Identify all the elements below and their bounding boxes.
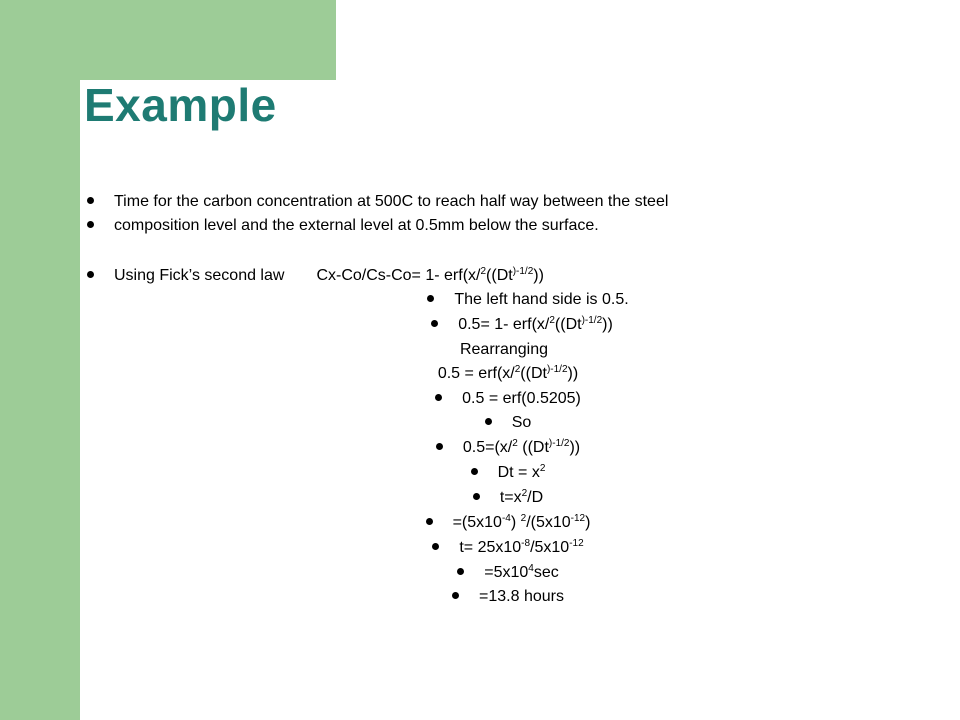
equation-text: /D — [527, 489, 544, 506]
equation-text: =5x10 — [484, 564, 529, 581]
superscript: 2 — [539, 463, 546, 474]
equation-text: /(5x10 — [526, 514, 571, 531]
bullet-line-16 — [28, 585, 960, 609]
bullet-dot — [435, 394, 442, 401]
bullet-line-9 — [28, 411, 960, 435]
equation-text: ((Dt — [486, 267, 513, 284]
bullet-dot — [87, 221, 94, 228]
slide-title: Example — [84, 79, 277, 131]
superscript: )-1/2 — [512, 266, 534, 277]
equation-text: Cx-Co/Cs-Co= 1- erf(x/ — [316, 267, 481, 284]
equation-text: sec — [533, 564, 559, 581]
equation-text: )) — [569, 439, 581, 456]
superscript: 2 — [521, 488, 528, 499]
bullet-line-15 — [28, 561, 960, 585]
bullet-line-8 — [28, 387, 960, 411]
equation-text: ) — [510, 514, 521, 531]
superscript: 4 — [528, 563, 534, 574]
equation-text: t= 25x10 — [459, 539, 522, 556]
bullet-line-14 — [28, 536, 960, 560]
superscript: )-1/2 — [581, 315, 603, 326]
superscript: -12 — [569, 538, 584, 549]
equation-text: )) — [602, 316, 613, 333]
bullet-dot — [426, 518, 433, 525]
equation-text: t=x — [499, 489, 522, 506]
equation-text: =13.8 hours — [479, 588, 564, 605]
top-accent-bar — [80, 0, 336, 80]
bullet-line-12 — [28, 486, 960, 510]
bullet-dot — [471, 468, 478, 475]
superscript: 2 — [514, 364, 521, 375]
bullet-text: The left hand side is 0.5. — [454, 291, 629, 308]
text-line-7 — [28, 362, 960, 386]
superscript: )-1/2 — [546, 364, 568, 375]
bullet-dot — [431, 320, 438, 327]
bullet-dot — [485, 418, 492, 425]
plain-text: Rearranging — [459, 341, 549, 358]
bullet-text: Using Fick’s second law — [114, 267, 285, 284]
bullet-text: composition level and the external level at 0.5mm below the surface. — [114, 217, 599, 234]
equation-text: /5x10 — [530, 539, 570, 556]
equation-text: 0.5=(x/ — [462, 439, 513, 456]
equation-text: Dt = x — [497, 464, 540, 481]
equation-text: 0.5 = erf(x/ — [437, 365, 515, 382]
equation-text: ) — [585, 514, 591, 531]
superscript: )-1/2 — [548, 438, 570, 449]
text-line-6 — [24, 338, 960, 362]
equation-text: =(5x10 — [452, 514, 502, 531]
superscript: -4 — [501, 513, 511, 524]
superscript: 2 — [480, 266, 487, 277]
bullet-line-1 — [0, 190, 960, 214]
superscript: -8 — [521, 538, 531, 549]
bullet-line-3 — [0, 264, 960, 288]
bullet-line-11 — [28, 461, 960, 485]
bullet-line-2 — [0, 214, 960, 238]
equation-text: )) — [533, 267, 544, 284]
bullet-dot — [457, 568, 464, 575]
bullet-dot — [87, 197, 94, 204]
superscript: 2 — [549, 315, 555, 326]
bullet-line-13 — [28, 511, 960, 535]
bullet-dot — [452, 592, 459, 599]
bullet-text: So — [511, 414, 532, 431]
equation-text: ((Dt — [517, 439, 549, 456]
superscript: 2 — [520, 513, 527, 524]
equation-text: ((Dt — [554, 316, 582, 333]
bullet-line-10 — [28, 436, 960, 460]
superscript: 2 — [512, 438, 518, 449]
superscript: -12 — [570, 513, 586, 524]
bullet-line-4 — [48, 288, 960, 312]
bullet-dot — [427, 295, 434, 302]
bullet-dot — [473, 493, 480, 500]
bullet-text: Time for the carbon concentration at 500C to reach half way between the steel — [114, 193, 669, 210]
equation-text: 0.5= 1- erf(x/ — [458, 316, 550, 333]
bullet-dot — [87, 271, 94, 278]
bullet-dot — [432, 543, 439, 550]
bullet-dot — [436, 443, 443, 450]
equation-text: ((Dt — [520, 365, 547, 382]
equation-text: )) — [567, 365, 579, 382]
bullet-line-5 — [42, 313, 960, 337]
equation-text: 0.5 = erf(0.5205) — [462, 390, 581, 407]
